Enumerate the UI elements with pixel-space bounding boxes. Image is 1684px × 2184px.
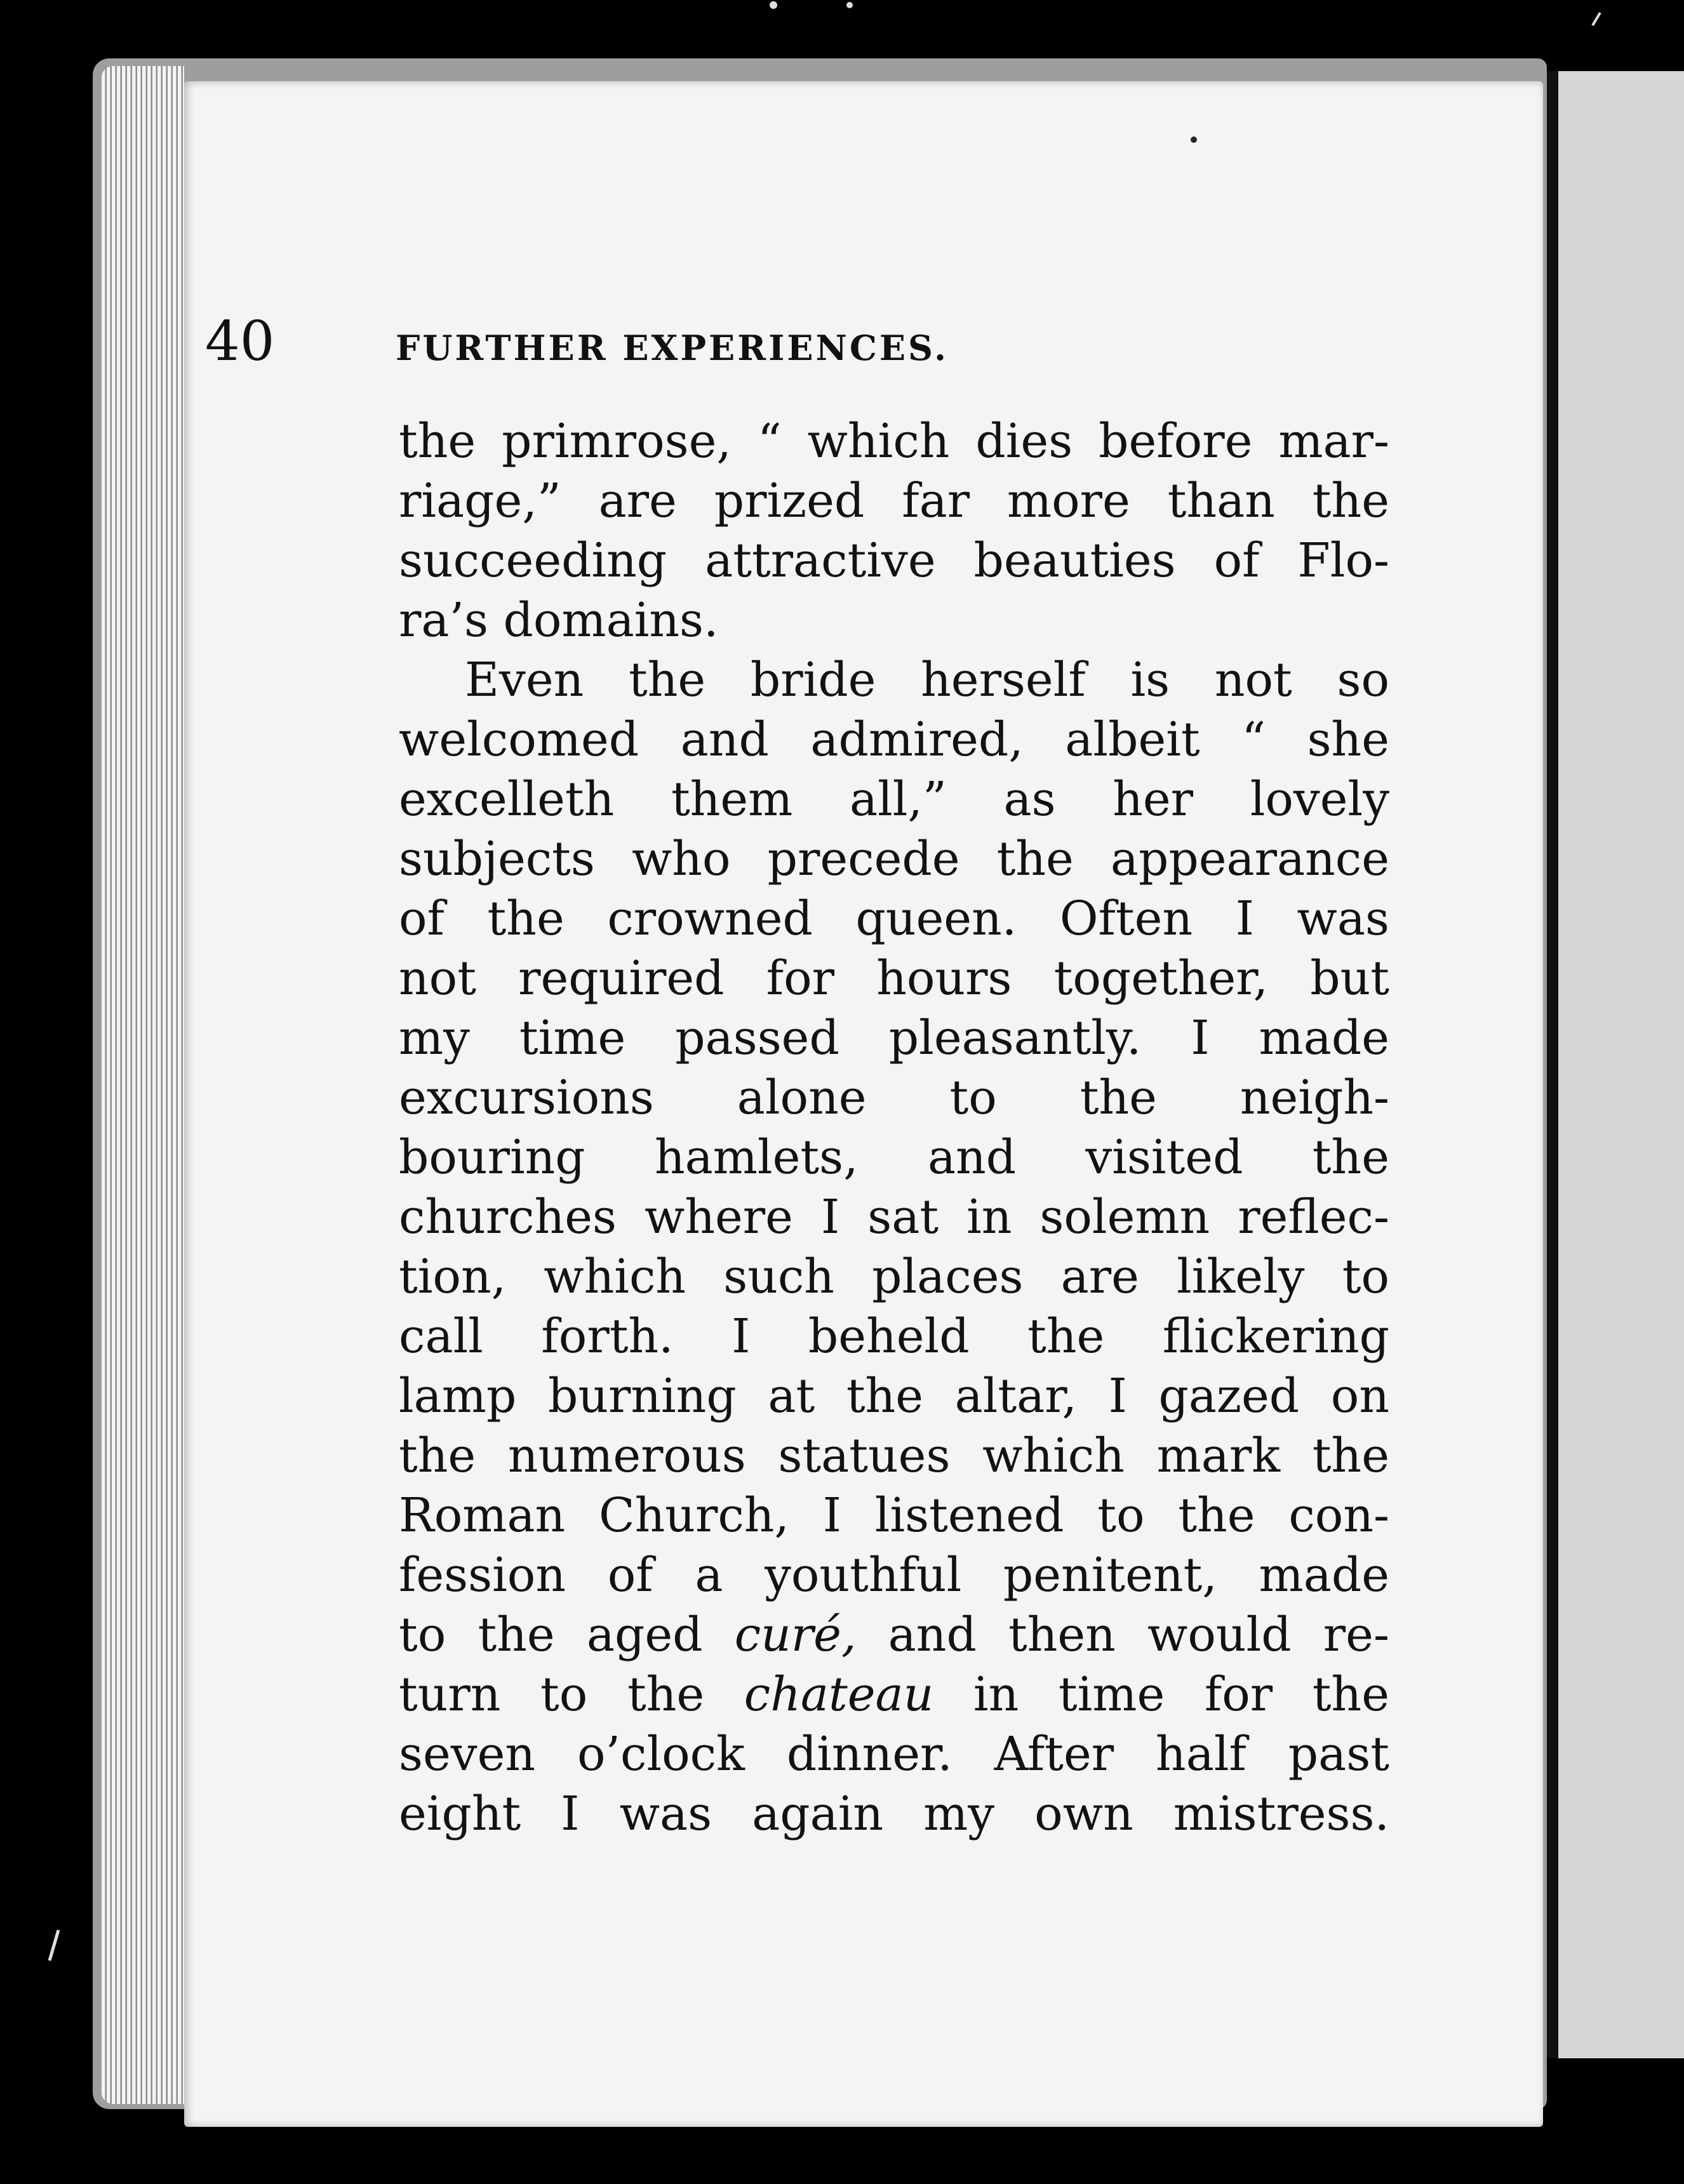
text-line: riage,” are prized far more than the <box>399 474 1389 528</box>
page-number: 40 <box>205 310 275 373</box>
text-line: succeeding attractive beauties of Flo- <box>399 533 1389 588</box>
text-line: lamp burning at the altar, I gazed on <box>399 1369 1389 1423</box>
text-line: subjects who precede the appearance <box>399 832 1389 886</box>
speck <box>50 1930 58 1961</box>
text-line: churches where I sat in solemn reflec- <box>399 1190 1389 1244</box>
text-line: excelleth them all,” as her lovely <box>399 772 1389 827</box>
text-line: of the crowned queen. Often I was <box>399 891 1389 946</box>
italic-word: curé, <box>734 1608 857 1662</box>
text-run: in time for the <box>933 1667 1389 1722</box>
text-run: and then would re- <box>856 1608 1389 1662</box>
text-line: call forth. I beheld the flickering <box>399 1309 1389 1364</box>
running-title: FURTHER EXPERIENCES. <box>396 328 949 368</box>
speck <box>770 1 777 9</box>
text-line: tion, which such places are likely to <box>399 1249 1389 1304</box>
text-line: Even the bride herself is not so <box>465 653 1389 707</box>
speck <box>846 2 853 8</box>
italic-word: chateau <box>744 1667 934 1722</box>
speck <box>1191 136 1197 143</box>
text-line: Roman Church, I listened to the con- <box>399 1488 1389 1543</box>
text-line: ra’s domains. <box>399 593 719 648</box>
text-run: turn to the <box>399 1667 744 1722</box>
text-run: to the aged <box>399 1608 735 1662</box>
text-line: fession of a youthful penitent, made <box>399 1548 1389 1602</box>
text-line: eight I was again my own mistress. <box>399 1787 1389 1841</box>
text-line: welcomed and admired, albeit “ she <box>399 712 1389 767</box>
speck <box>1593 13 1600 25</box>
text-line: bouring hamlets, and visited the <box>399 1130 1389 1185</box>
text-line: the primrose, “ which dies before mar- <box>399 414 1389 469</box>
text-line: excursions alone to the neigh- <box>399 1070 1389 1125</box>
text-line: my time passed pleasantly. I made <box>399 1011 1389 1065</box>
text-line: the numerous statues which mark the <box>399 1428 1389 1483</box>
text-line: not required for hours together, but <box>399 951 1389 1006</box>
text-line: seven o’clock dinner. After half past <box>399 1727 1389 1781</box>
